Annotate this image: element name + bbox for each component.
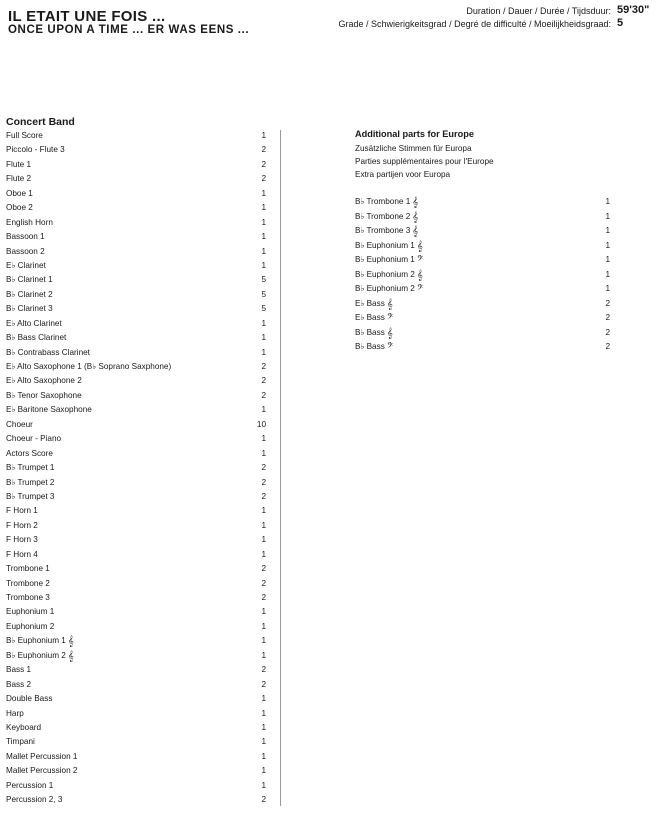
part-quantity: 2 [261, 679, 266, 689]
part-row [355, 195, 610, 210]
part-quantity: 1 [605, 211, 610, 221]
part-name-text: Percussion 2, 3 [6, 795, 63, 805]
part-name-text: Choeur [6, 419, 33, 429]
part-quantity: 1 [261, 131, 266, 140]
treble-clef-icon: 𝄞 [67, 636, 74, 648]
part-name [355, 326, 393, 342]
part-row [6, 418, 266, 432]
part-name-text: Full Score [6, 131, 43, 140]
part-quantity: 2 [261, 159, 266, 169]
part-row [6, 374, 266, 388]
part-name [355, 224, 418, 240]
part-row [355, 326, 610, 341]
part-quantity: 1 [261, 506, 266, 516]
page-title: IL ETAIT UNE FOIS ... [8, 8, 166, 25]
part-row [6, 158, 266, 172]
part-name-text: B♭ Trombone 2 [355, 211, 411, 221]
part-name-text: Bassoon 2 [6, 246, 45, 256]
part-name-text: B♭ Euphonium 2 [6, 650, 66, 660]
part-row [6, 346, 266, 360]
part-name [6, 548, 38, 562]
part-name-text: B♭ Bass [355, 327, 385, 337]
part-quantity: 2 [261, 578, 266, 588]
part-name-text: Trombone 3 [6, 593, 50, 602]
part-row [6, 678, 266, 692]
part-name-text: E♭ Bass [355, 313, 385, 322]
part-name-text: E♭ Clarinet [6, 260, 46, 270]
part-quantity: 1 [605, 269, 610, 279]
part-row [6, 577, 266, 591]
part-row [6, 605, 266, 619]
bass-clef-icon: 𝄢 [386, 313, 394, 324]
part-name [6, 158, 31, 172]
part-name-text: B♭ Euphonium 2 [355, 269, 415, 279]
part-row [6, 288, 266, 302]
part-name [6, 288, 53, 302]
treble-clef-icon: 𝄞 [416, 240, 423, 252]
part-row [355, 210, 610, 225]
additional-parts-subtitle-de: Zusätzliche Stimmen für Europa [355, 144, 472, 153]
part-row [6, 692, 266, 706]
part-row [6, 389, 266, 403]
part-name-text: Euphonium 1 [6, 607, 55, 617]
part-name-text: Bass 1 [6, 665, 32, 675]
part-quantity: 1 [261, 780, 266, 790]
part-row [6, 707, 266, 721]
part-row [6, 447, 266, 461]
part-row [6, 360, 266, 374]
part-quantity: 1 [261, 694, 266, 704]
part-name-text: B♭ Trombone 3 [355, 226, 411, 235]
part-name-text: F Horn 4 [6, 549, 38, 559]
bass-clef-icon: 𝄢 [416, 284, 424, 295]
part-quantity: 1 [261, 246, 266, 256]
part-name-text: B♭ Clarinet 2 [6, 289, 53, 299]
part-name [6, 346, 90, 360]
part-row [6, 461, 266, 475]
part-name [6, 418, 33, 432]
part-row [355, 224, 610, 239]
part-name-text: Bass 2 [6, 679, 32, 689]
part-name-text: Mallet Percussion 2 [6, 766, 78, 776]
treble-clef-icon: 𝄞 [412, 211, 419, 223]
part-quantity: 1 [261, 333, 266, 343]
part-name [6, 216, 53, 230]
part-name [6, 447, 53, 461]
grade-label: Grade / Schwierigkeitsgrad / Degré de difficulté / Moeilijkheidsgraad: [338, 19, 611, 29]
part-row [6, 273, 266, 287]
part-name-text: B♭ Contrabass Clarinet [6, 347, 90, 357]
part-name-text: B♭ Clarinet 1 [6, 275, 53, 285]
part-quantity: 5 [261, 289, 266, 299]
part-name [6, 360, 171, 374]
part-name-text: B♭ Euphonium 1 [355, 255, 415, 264]
part-name-text: B♭ Trumpet 1 [6, 463, 55, 473]
part-name-text: E♭ Alto Clarinet [6, 318, 62, 328]
part-name-text: Percussion 1 [6, 780, 54, 790]
part-name-text: B♭ Clarinet 3 [6, 304, 53, 314]
part-row [6, 143, 266, 157]
part-name [6, 634, 74, 649]
part-quantity: 1 [261, 737, 266, 747]
part-name [355, 340, 393, 356]
bass-clef-icon: 𝄢 [416, 255, 424, 266]
part-name [6, 490, 54, 504]
part-row [6, 490, 266, 504]
part-name [6, 663, 31, 677]
part-name [6, 562, 50, 576]
bass-clef-icon: 𝄢 [386, 342, 394, 353]
part-name-text: Double Bass [6, 694, 53, 704]
part-name [6, 692, 52, 706]
part-name [6, 259, 46, 273]
part-name-text: Actors Score [6, 448, 53, 458]
part-name [6, 504, 38, 518]
part-quantity: 1 [261, 751, 266, 761]
part-row [355, 253, 610, 268]
page-subtitle: ONCE UPON A TIME ... ER WAS EENS ... [8, 24, 250, 36]
part-name-text: Harp [6, 708, 24, 718]
column-divider [280, 130, 281, 806]
part-quantity: 1 [261, 621, 266, 631]
part-name-text: Flute 2 [6, 174, 32, 184]
part-quantity: 1 [261, 650, 266, 660]
additional-parts-subtitle-nl: Extra partijen voor Europa [355, 170, 451, 179]
part-name-text: Mallet Percussion 1 [6, 751, 78, 761]
part-name [6, 779, 53, 793]
part-name [355, 282, 423, 298]
treble-clef-icon: 𝄞 [412, 226, 419, 237]
part-quantity: 1 [261, 260, 266, 270]
part-name-text: English Horn [6, 217, 53, 227]
part-quantity: 1 [261, 708, 266, 718]
part-name-text: B♭ Euphonium 1 [6, 636, 66, 646]
part-name [6, 519, 38, 533]
part-name [355, 311, 393, 327]
part-name [6, 273, 53, 287]
part-name [6, 302, 53, 316]
part-name [6, 620, 54, 634]
part-row [6, 591, 266, 605]
part-name [355, 268, 423, 284]
part-row [6, 216, 266, 230]
part-quantity: 2 [261, 362, 266, 371]
part-name [6, 678, 31, 692]
part-name [6, 432, 61, 446]
part-name [6, 172, 31, 186]
part-row [6, 172, 266, 186]
treble-clef-icon: 𝄞 [416, 269, 423, 281]
part-name [6, 793, 62, 807]
part-quantity: 2 [605, 327, 610, 337]
part-row [6, 519, 266, 533]
part-name [6, 533, 38, 547]
part-row [6, 735, 266, 749]
part-quantity: 2 [261, 795, 266, 805]
part-quantity: 1 [261, 549, 266, 559]
part-name-text: B♭ Trombone 1 [355, 197, 411, 206]
part-row [6, 548, 266, 562]
part-name [6, 605, 54, 619]
part-row [6, 750, 266, 764]
part-name [6, 245, 45, 259]
part-row [6, 129, 266, 143]
part-name [6, 764, 77, 778]
part-name-text: F Horn 1 [6, 506, 38, 516]
grade-value: 5 [617, 17, 624, 29]
part-row [6, 504, 266, 518]
part-quantity: 2 [261, 477, 266, 487]
part-name-text: E♭ Alto Saxophone 2 [6, 376, 82, 386]
part-row [6, 302, 266, 316]
part-name [6, 317, 62, 331]
part-name [6, 331, 66, 345]
part-quantity: 2 [261, 564, 266, 574]
part-name-text: B♭ Trumpet 3 [6, 491, 55, 501]
part-row [355, 311, 610, 326]
part-row [6, 721, 266, 735]
additional-parts-list [355, 195, 610, 355]
part-name-text: Trombone 2 [6, 578, 50, 588]
concert-band-parts-list [6, 129, 266, 808]
part-name-text: F Horn 3 [6, 535, 38, 545]
part-quantity: 1 [261, 188, 266, 198]
part-row [355, 239, 610, 254]
part-quantity: 1 [261, 722, 266, 732]
part-quantity: 2 [261, 593, 266, 602]
part-name-text: Oboe 2 [6, 203, 33, 213]
part-row [6, 533, 266, 547]
part-name [355, 195, 418, 211]
part-row [6, 201, 266, 215]
part-name [355, 210, 418, 226]
part-quantity: 2 [261, 463, 266, 473]
part-quantity: 2 [261, 174, 266, 184]
part-row [6, 259, 266, 273]
part-name [6, 735, 35, 749]
part-name-text: Bassoon 1 [6, 232, 45, 242]
part-name-text: E♭ Bass [355, 298, 385, 308]
part-name [6, 591, 50, 605]
part-quantity: 10 [256, 419, 266, 429]
part-row [355, 282, 610, 297]
part-row [355, 297, 610, 312]
part-quantity: 2 [261, 491, 266, 501]
part-row [6, 663, 266, 677]
part-row [6, 432, 266, 446]
concert-band-heading: Concert Band [6, 116, 75, 128]
part-quantity: 5 [261, 275, 266, 285]
part-quantity: 1 [261, 232, 266, 242]
part-row [355, 340, 610, 355]
part-quantity: 1 [261, 217, 266, 227]
part-name [6, 129, 43, 143]
part-quantity: 1 [605, 284, 610, 293]
part-name-text: Trombone 1 [6, 564, 50, 574]
part-name [6, 374, 82, 388]
part-name-text: Euphonium 2 [6, 621, 55, 631]
part-quantity: 1 [605, 226, 610, 235]
part-row [6, 779, 266, 793]
part-name [355, 239, 423, 255]
part-name [6, 187, 33, 201]
part-name [6, 750, 77, 764]
part-row [6, 634, 266, 648]
part-quantity: 1 [605, 255, 610, 264]
part-row [6, 230, 266, 244]
part-row [6, 793, 266, 807]
part-name [6, 143, 65, 157]
part-row [6, 403, 266, 417]
part-row [355, 268, 610, 283]
part-row [6, 649, 266, 663]
part-quantity: 2 [261, 665, 266, 675]
part-quantity: 2 [605, 342, 610, 351]
part-name-text: Timpani [6, 737, 35, 747]
part-quantity: 1 [261, 405, 266, 415]
part-name-text: B♭ Tenor Saxophone [6, 390, 82, 400]
part-name-text: E♭ Alto Saxophone 1 (B♭ Soprano Saxphone) [6, 362, 172, 371]
part-quantity: 5 [261, 304, 266, 314]
part-quantity: 1 [261, 448, 266, 458]
treble-clef-icon: 𝄞 [386, 298, 393, 310]
part-quantity: 1 [261, 203, 266, 213]
part-name [6, 649, 74, 664]
part-name [6, 403, 92, 417]
part-row [6, 620, 266, 634]
part-quantity: 2 [605, 313, 610, 322]
additional-parts-heading: Additional parts for Europe [355, 129, 474, 139]
part-name [6, 201, 33, 215]
part-name-text: Keyboard [6, 722, 42, 732]
treble-clef-icon: 𝄞 [386, 327, 393, 339]
treble-clef-icon: 𝄞 [412, 197, 419, 208]
duration-value: 59'30" [617, 4, 650, 16]
part-name-text: B♭ Euphonium 1 [355, 240, 415, 250]
part-name [355, 253, 423, 269]
part-row [6, 331, 266, 345]
additional-parts-subtitle-fr: Parties supplémentaires pour l'Europe [355, 157, 494, 166]
part-quantity: 2 [261, 145, 266, 155]
part-quantity: 1 [261, 347, 266, 357]
part-name [6, 577, 50, 591]
part-quantity: 1 [261, 520, 266, 530]
part-name-text: B♭ Euphonium 2 [355, 284, 415, 293]
part-name [6, 707, 24, 721]
part-row [6, 245, 266, 259]
part-name-text: Oboe 1 [6, 188, 33, 198]
part-name-text: F Horn 2 [6, 520, 38, 530]
part-quantity: 1 [261, 434, 266, 444]
part-name-text: Choeur - Piano [6, 434, 62, 444]
part-quantity: 2 [605, 298, 610, 308]
part-name [6, 230, 45, 244]
part-quantity: 1 [605, 197, 610, 206]
duration-label: Duration / Dauer / Durée / Tijdsduur: [466, 6, 611, 16]
part-name-text: B♭ Bass [355, 342, 385, 351]
treble-clef-icon: 𝄞 [67, 650, 74, 662]
part-row [6, 187, 266, 201]
part-quantity: 1 [605, 240, 610, 250]
part-name [355, 297, 393, 313]
part-quantity: 1 [261, 318, 266, 328]
part-quantity: 2 [261, 376, 266, 386]
part-name-text: Piccolo - Flute 3 [6, 145, 65, 155]
part-quantity: 2 [261, 390, 266, 400]
part-quantity: 1 [261, 535, 266, 545]
part-quantity: 1 [261, 607, 266, 617]
part-name [6, 389, 82, 403]
part-name-text: B♭ Trumpet 2 [6, 477, 55, 487]
part-name-text: E♭ Baritone Saxophone [6, 405, 92, 415]
part-quantity: 1 [261, 766, 266, 776]
part-row [6, 764, 266, 778]
part-row [6, 562, 266, 576]
part-quantity: 1 [261, 636, 266, 646]
part-name-text: Flute 1 [6, 159, 32, 169]
part-row [6, 476, 266, 490]
part-row [6, 317, 266, 331]
part-name [6, 721, 41, 735]
part-name [6, 476, 54, 490]
part-name [6, 461, 54, 475]
part-name-text: B♭ Bass Clarinet [6, 333, 67, 343]
